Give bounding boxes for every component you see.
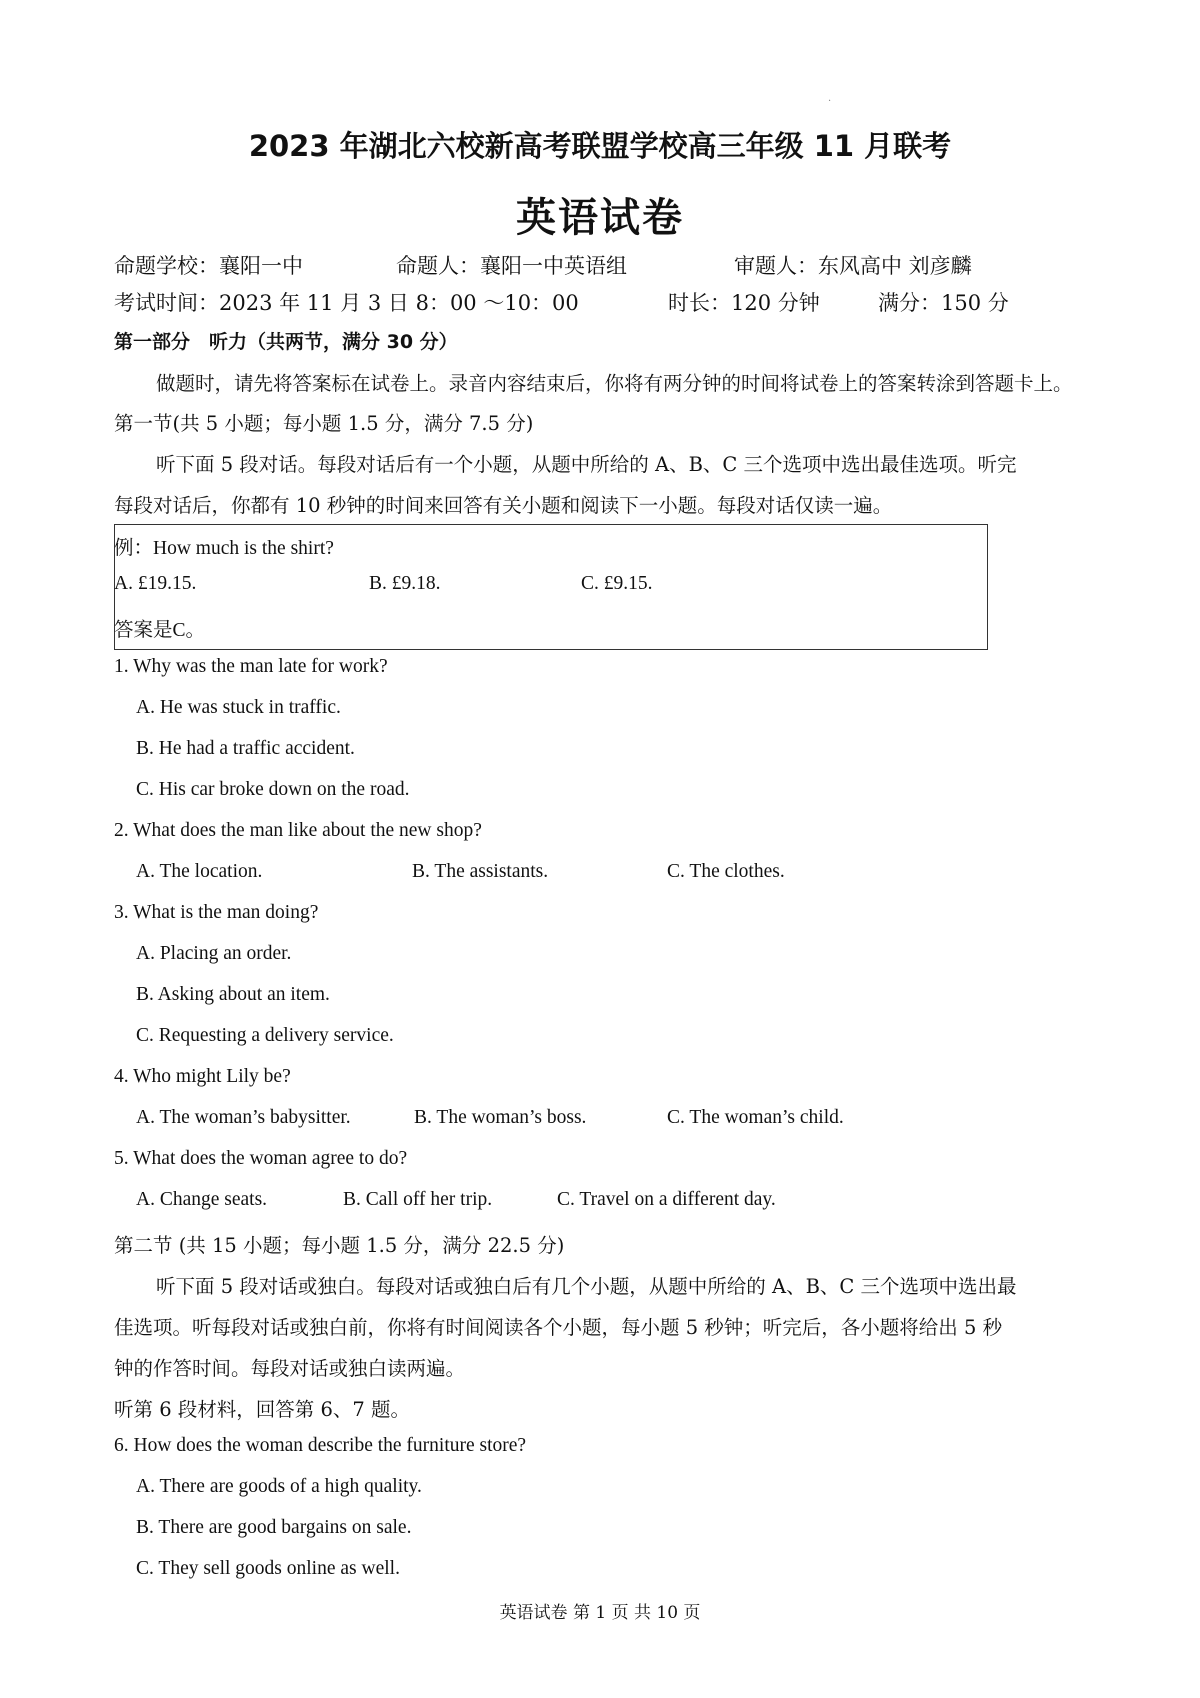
q6-option-b: B. There are good bargains on sale. <box>136 1517 412 1538</box>
q3-option-c: C. Requesting a delivery service. <box>136 1025 394 1046</box>
meta-duration: 时长：120 分钟 <box>668 291 820 315</box>
section2-instructions-line3: 钟的作答时间。每段对话或独白读两遍。 <box>114 1357 466 1380</box>
example-answer: 答案是C。 <box>114 620 206 641</box>
q4-option-c: C. The woman’s child. <box>667 1107 844 1128</box>
meta-exam-time: 考试时间：2023 年 11 月 3 日 8：00 ～10：00 <box>114 291 579 315</box>
q4-option-b: B. The woman’s boss. <box>414 1107 587 1128</box>
q1-option-c: C. His car broke down on the road. <box>136 779 410 800</box>
q5-option-a: A. Change seats. <box>136 1189 268 1210</box>
meta-school: 命题学校：襄阳一中 <box>114 254 303 278</box>
material6-note: 听第 6 段材料，回答第 6、7 题。 <box>114 1398 411 1421</box>
part1-heading: 第一部分 听力（共两节，满分 30 分） <box>114 331 458 353</box>
meta-setter: 命题人：襄阳一中英语组 <box>396 254 627 278</box>
q5-option-c: C. Travel on a different day. <box>557 1189 776 1210</box>
section1-instructions-line1: 听下面 5 段对话。每段对话后有一个小题，从题中所给的 A、B、C 三个选项中选出最佳选项。听完 <box>156 453 1017 476</box>
section2-instructions-line1: 听下面 5 段对话或独白。每段对话或独白后有几个小题，从题中所给的 A、B、C 三个选项中选出最 <box>156 1275 1017 1298</box>
q2-stem: 2. What does the man like about the new shop? <box>114 820 482 841</box>
q6-stem: 6. How does the woman describe the furniture store? <box>114 1435 527 1456</box>
q5-stem: 5. What does the woman agree to do? <box>114 1148 408 1169</box>
q6-option-a: A. There are goods of a high quality. <box>136 1476 422 1497</box>
q3-stem: 3. What is the man doing? <box>114 902 319 923</box>
page-footer: 英语试卷 第 1 页 共 10 页 <box>499 1603 701 1623</box>
scan-dot: · <box>828 96 832 107</box>
q1-option-b: B. He had a traffic accident. <box>136 738 355 759</box>
q2-option-b: B. The assistants. <box>412 861 549 882</box>
part1-instructions: 做题时，请先将答案标在试卷上。录音内容结束后，你将有两分钟的时间将试卷上的答案转涂到答题卡上。 <box>156 372 1073 395</box>
meta-full-score: 满分：150 分 <box>878 291 1009 315</box>
q4-stem: 4. Who might Lily be? <box>114 1066 291 1087</box>
example-option-c: C. £9.15. <box>581 573 653 594</box>
q3-option-b: B. Asking about an item. <box>136 984 330 1005</box>
q1-stem: 1. Why was the man late for work? <box>114 656 388 677</box>
q6-option-c: C. They sell goods online as well. <box>136 1558 400 1579</box>
example-option-a: A. £19.15. <box>114 573 197 594</box>
example-question: 例：How much is the shirt? <box>114 538 334 559</box>
q2-option-c: C. The clothes. <box>667 861 785 882</box>
q3-option-a: A. Placing an order. <box>136 943 292 964</box>
exam-title: 2023 年湖北六校新高考联盟学校高三年级 11 月联考 <box>248 129 952 163</box>
q1-option-a: A. He was stuck in traffic. <box>136 697 341 718</box>
section2-heading: 第二节 (共 15 小题；每小题 1.5 分，满分 22.5 分) <box>114 1234 565 1257</box>
subject-title: 英语试卷 <box>516 195 684 241</box>
example-option-b: B. £9.18. <box>369 573 441 594</box>
q5-option-b: B. Call off her trip. <box>343 1189 493 1210</box>
q2-option-a: A. The location. <box>136 861 263 882</box>
section1-heading: 第一节(共 5 小题；每小题 1.5 分，满分 7.5 分) <box>114 412 534 435</box>
section1-instructions-line2: 每段对话后，你都有 10 秒钟的时间来回答有关小题和阅读下一小题。每段对话仅读一遍。 <box>114 494 893 517</box>
meta-reviewer: 审题人：东风高中 刘彦麟 <box>734 254 972 278</box>
section2-instructions-line2: 佳选项。听每段对话或独白前，你将有时间阅读各个小题，每小题 5 秒钟；听完后，各小题将给出 5 秒 <box>114 1316 1003 1339</box>
q4-option-a: A. The woman’s babysitter. <box>136 1107 351 1128</box>
